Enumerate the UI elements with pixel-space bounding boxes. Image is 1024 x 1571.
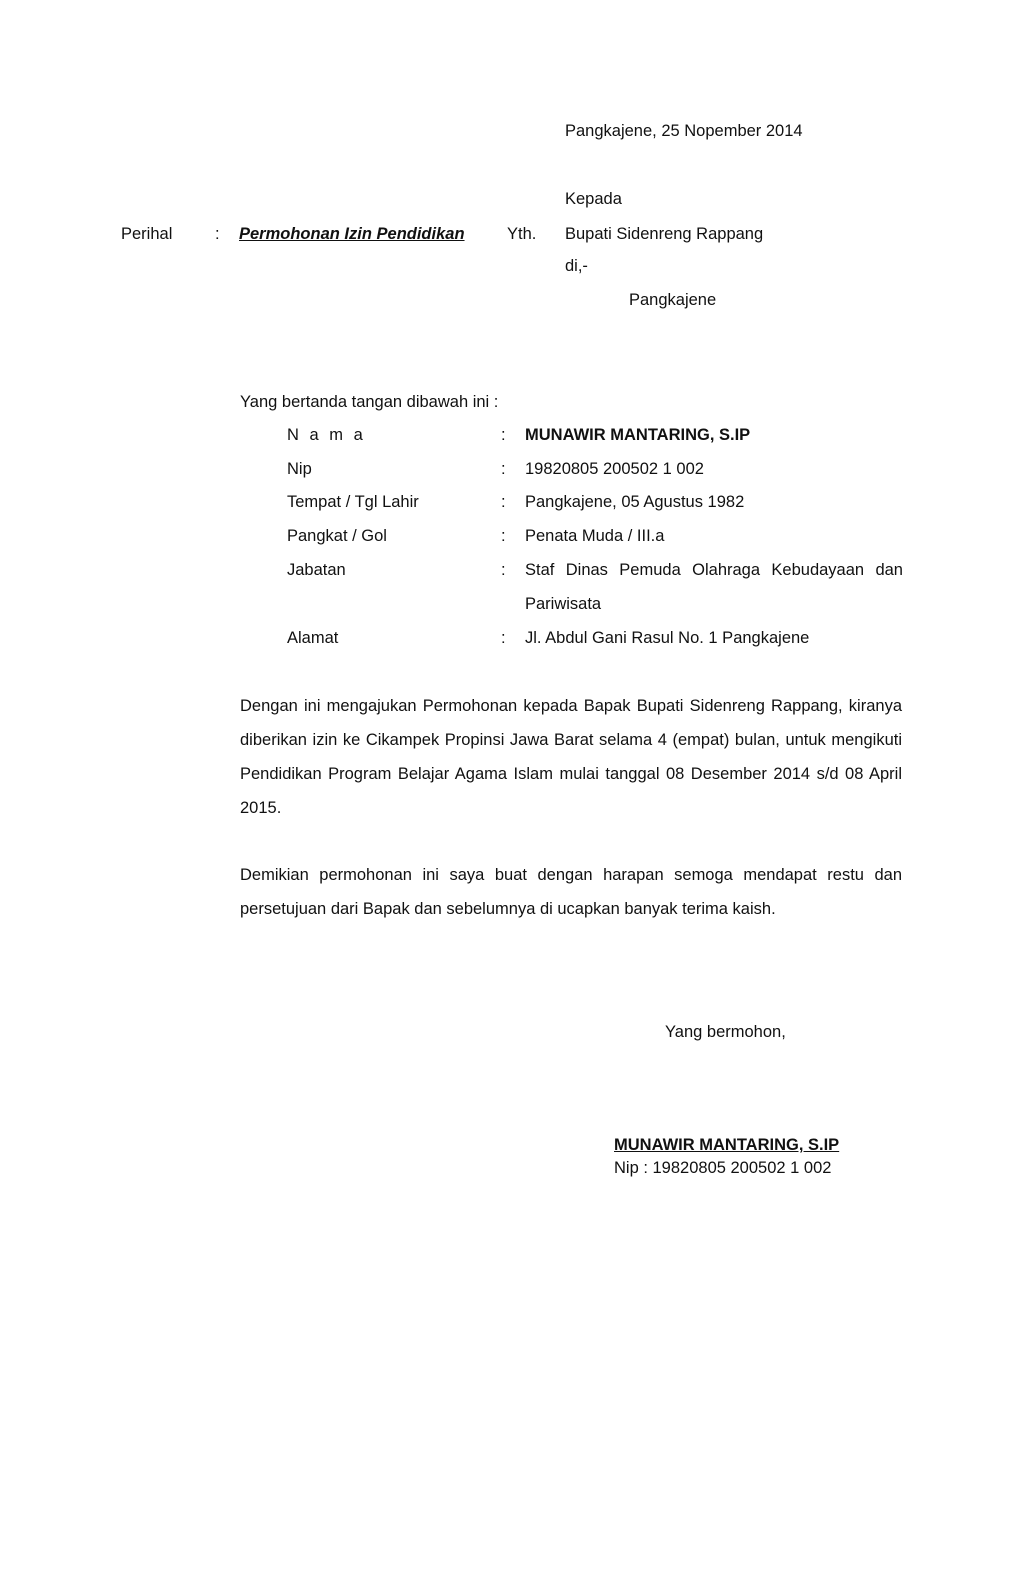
field-label-nip: Nip (287, 460, 312, 478)
signatory-name: MUNAWIR MANTARING, S.IP (614, 1136, 840, 1154)
signatory-nip: Nip : 19820805 200502 1 002 (614, 1159, 832, 1177)
body-paragraph-request: Dengan ini mengajukan Permohonan kepada Bapak Bupati Sidenreng Rappang, kiranya diberikan izin ke Cikampek Propinsi Jawa Barat selama 4 (empat) bulan, untuk mengikuti Pendidikan Program Belajar Agama Islam mulai tanggal 08 Desember 2014 s/d 08 April 2015. (240, 697, 902, 817)
yth-label: Yth. (507, 225, 537, 243)
field-colon: : (501, 426, 506, 444)
closing-salutation: Yang bermohon, (665, 1023, 786, 1041)
field-colon: : (501, 460, 506, 478)
field-value-birth: Pangkajene, 05 Agustus 1982 (525, 493, 745, 511)
field-label-address: Alamat (287, 629, 339, 647)
field-colon: : (501, 527, 506, 545)
recipient-name: Bupati Sidenreng Rappang (565, 225, 764, 243)
field-value-position: Staf Dinas Pemuda Olahraga Kebudayaan dan Pariwisata (525, 561, 903, 613)
field-row-nip (287, 458, 903, 480)
body-paragraph-closing: Demikian permohonan ini saya buat dengan harapan semoga mendapat restu dan persetujuan dari Bapak dan sebelumnya di ucapkan banyak terima kaish. (240, 866, 902, 918)
field-value-address: Jl. Abdul Gani Rasul No. 1 Pangkajene (525, 629, 810, 647)
field-value-nama: MUNAWIR MANTARING, S.IP (525, 426, 751, 444)
field-value-nip: 19820805 200502 1 002 (525, 460, 704, 478)
field-row-rank (287, 525, 903, 547)
kepada-label: Kepada (565, 190, 622, 208)
field-colon: : (501, 561, 506, 579)
field-label-rank: Pangkat / Gol (287, 527, 387, 545)
intro-line: Yang bertanda tangan dibawah ini : (240, 393, 499, 411)
field-colon: : (501, 629, 506, 647)
field-label-birth: Tempat / Tgl Lahir (287, 493, 419, 511)
field-colon: : (501, 493, 506, 511)
field-value-rank: Penata Muda / III.a (525, 527, 665, 545)
recipient-di: di,- (565, 257, 588, 275)
field-label-position: Jabatan (287, 561, 346, 579)
subject-colon: : (215, 225, 220, 243)
field-row-nama (287, 424, 903, 446)
recipient-city: Pangkajene (629, 291, 717, 309)
subject-label: Perihal (121, 225, 173, 243)
field-row-birth (287, 491, 903, 513)
subject-value: Permohonan Izin Pendidikan (239, 225, 465, 243)
place-date: Pangkajene, 25 Nopember 2014 (565, 122, 803, 140)
field-row-address (287, 627, 903, 649)
field-label-nama: N a m a (287, 426, 366, 444)
field-row-position (287, 559, 903, 613)
